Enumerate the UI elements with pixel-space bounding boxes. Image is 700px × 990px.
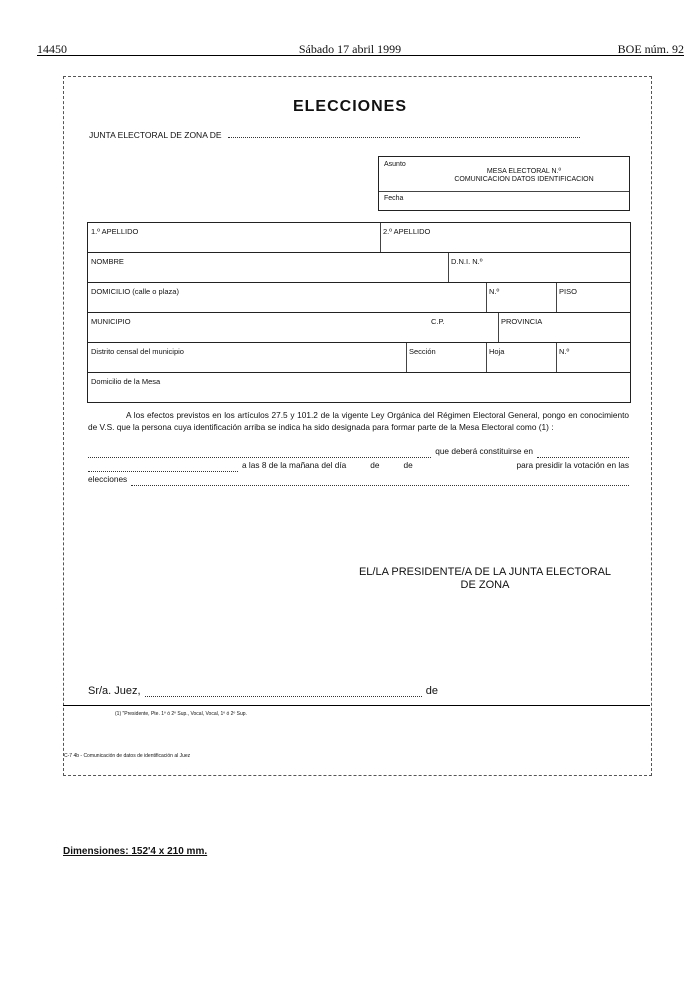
de-text-2: de — [403, 460, 413, 470]
distrito-field[interactable]: Distrito censal del municipio — [91, 347, 184, 356]
numero-field[interactable]: N.º — [489, 287, 500, 296]
numero2-field[interactable]: N.º — [559, 347, 570, 356]
nombre-field[interactable]: NOMBRE — [91, 257, 124, 266]
table-row — [88, 373, 630, 403]
provincia-field[interactable]: PROVINCIA — [501, 317, 543, 326]
seccion-field[interactable]: Sección — [409, 347, 436, 356]
location-field[interactable] — [537, 448, 629, 458]
signature-line-2: DE ZONA — [460, 579, 510, 591]
asunto-box — [378, 156, 630, 211]
manana-text: a las 8 de la mañana del día — [242, 460, 347, 470]
juez-field[interactable] — [145, 685, 422, 697]
signature-line-1: EL/LA PRESIDENTE/A DE LA JUNTA ELECTORAL — [358, 566, 612, 578]
form-code: C-7 4b - Comunicación de datos de identificación al Juez — [64, 753, 191, 759]
hoja-field[interactable]: Hoja — [489, 347, 505, 356]
dni-field[interactable]: D.N.I. N.º — [451, 257, 483, 266]
elecciones-text: elecciones — [88, 474, 128, 484]
junta-field[interactable] — [228, 137, 580, 138]
signature-block — [330, 566, 640, 592]
dimensions-caption: Dimensiones: 152'4 x 210 mm. — [63, 846, 208, 857]
elecciones-field[interactable] — [131, 476, 629, 486]
table-row — [88, 313, 630, 343]
table-row — [88, 253, 630, 283]
municipio-field[interactable]: MUNICIPIO — [91, 317, 131, 326]
piso-field[interactable]: PISO — [559, 287, 577, 296]
de-text-1: de — [370, 460, 380, 470]
form-title: ELECCIONES — [292, 98, 407, 115]
paragraph-line-3 — [88, 460, 629, 472]
apellido2-field[interactable]: 2.º APELLIDO — [383, 227, 431, 236]
domicilio-field[interactable]: DOMICILIO (calle o plaza) — [91, 287, 179, 296]
constituirse-text: que deberá constituirse en — [435, 446, 533, 456]
presidir-text: para presidir la votación en las — [516, 460, 629, 470]
page-date: Sábado 17 abril 1999 — [298, 42, 402, 56]
table-row — [88, 283, 630, 313]
juez-label: Sr/a. Juez, — [88, 685, 141, 697]
cp-field[interactable]: C.P. — [431, 317, 445, 326]
juez-line — [88, 685, 438, 697]
designation-paragraph: A los efectos previstos en los artículos 27.5 y 101.2 de la vigente Ley Orgánica del Régimen Electoral General, pongo en conocimiento de V.S. que la persona cuya identificación arriba se indica ha sido designada para formar parte de la Mesa Electoral como (1) : — [88, 410, 629, 432]
identification-table — [87, 222, 631, 403]
place-field[interactable] — [88, 462, 238, 472]
role-field[interactable] — [88, 448, 431, 458]
table-row — [88, 223, 630, 253]
footnote: (1) "Presidente, Pte. 1º ó 2º Sup., Vocal, Vocal, 1º ó 2º Sup. — [115, 711, 247, 717]
paragraph-line-2 — [88, 446, 629, 458]
junta-line — [89, 130, 580, 140]
asunto-label: Asunto — [384, 161, 406, 168]
comunicacion-label: COMUNICACION DATOS IDENTIFICACION — [454, 176, 594, 183]
domicilio-mesa-field[interactable]: Domicilio de la Mesa — [91, 377, 161, 386]
footer-rule — [63, 705, 650, 706]
paragraph-line-4 — [88, 474, 629, 486]
header-rule — [37, 55, 684, 56]
fecha-label: Fecha — [384, 195, 404, 202]
table-row — [88, 343, 630, 373]
apellido1-field[interactable]: 1.º APELLIDO — [91, 227, 139, 236]
juez-de-text: de — [425, 685, 438, 697]
mesa-electoral-label: MESA ELECTORAL N.º — [486, 168, 562, 175]
junta-label: JUNTA ELECTORAL DE ZONA DE — [89, 130, 222, 140]
page-number: 14450 — [37, 42, 67, 56]
issue-number: BOE núm. 92 — [617, 42, 684, 56]
